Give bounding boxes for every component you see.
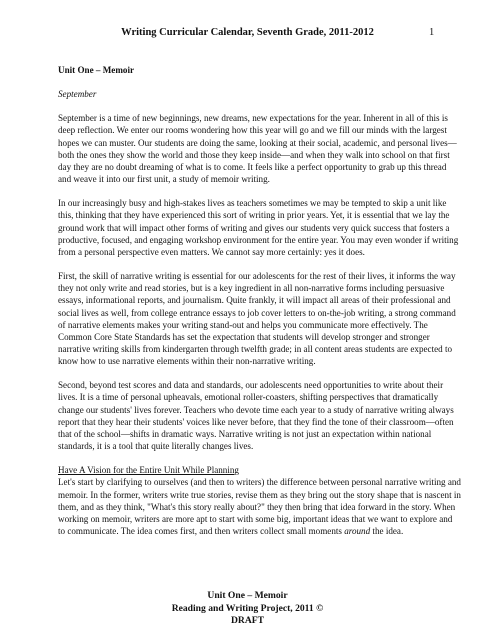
running-header xyxy=(0,27,495,38)
unit-title: Unit One – Memoir xyxy=(58,65,135,75)
section-text-end: the idea. xyxy=(370,526,404,536)
section-vision xyxy=(58,464,461,537)
paragraph-intro: September is a time of new beginnings, new dreams, new expectations for the year. Inherent in all of this is deep reflection. We enter our rooms wondering how this year will go and we fill our minds with the largest hopes we can muster. Our students are doing the same, looking at their social, academic, and personal lives—both the ones they show the world and those they keep inside—and when they walk into school on that first day they are no doubt dreaming of what is to come. It feels like a perfect opportunity to grab up this thread and weave it into our first unit, a study of memoir writing. xyxy=(58,113,457,185)
paragraph-busy-lives: In our increasingly busy and high-stakes lives as teachers sometimes we may be tempted to skip a unit like this, thinking that they have experienced this sort of writing in prior years. Yet, it is essential that we lay the ground work that will impact other forms of writing and gives our students very quick success that fosters a productive, focused, and engaging workshop environment for the entire year. You may even wonder if writing from a personal perspective even matters. We cannot say more certainly: yes it does. xyxy=(58,198,459,257)
header-title: Writing Curricular Calendar, Seventh Grade, 2011-2012 xyxy=(121,27,374,38)
footer-project: Reading and Writing Project, 2011 © xyxy=(171,602,324,614)
page-number: 1 xyxy=(429,27,435,38)
footer-draft: DRAFT xyxy=(230,615,265,626)
section-text: Let's start by clarifying to ourselves (and then to writers) the difference between personal narrative writing and memoir. In the former, writers write true stories, revise them as they bring out the story shape that is nascent in them, and as they think, "What's this story really about?" they then bring that idea forward in the story. When working on memoir, writers are more apt to start with some big, important ideas that we want to explore and to communicate. The idea comes first, and then writers collect small moments xyxy=(58,477,461,536)
paragraph-second-reason: Second, beyond test scores and data and standards, our adolescents need opportunities to write about their lives. It is a time of personal upheavals, emotional roller-coasters, shifting perspectives that dramatically change our students' lives forever. Teachers who devote time each year to a study of narrative writing always report that they hear their students' voices like never before, that they find the tone of their classroom—often that of the school—shifts in dramatic ways. Narrative writing is not just an expectation within national standards, it is a tool that quite literally changes lives. xyxy=(58,380,454,452)
paragraph-first-reason: First, the skill of narrative writing is essential for our adolescents for the rest of their lives, it informs the way they not only write and read stories, but is a key ingredient in all non-narrative forms including persuasive essays, informational reports, and journalism. Quite frankly, it will impact all areas of their professional and social lives as well, from college entrance essays to job cover letters to on-the-job writing, a strong command of narrative elements makes your writing stand-out and helps you communicate more effectively. The Common Core State Standards has set the expectation that students will develop stronger and stronger narrative writing skills from kindergarten through twelfth grade; in all content areas students are expected to know how to use narrative elements within their non-narrative writing. xyxy=(58,271,456,367)
month-heading: September xyxy=(58,89,97,100)
running-footer xyxy=(0,590,495,628)
section-heading: Have A Vision for the Entire Unit While Planning xyxy=(58,465,239,476)
footer-unit: Unit One – Memoir xyxy=(207,590,288,601)
document-body xyxy=(58,64,461,549)
section-emphasis: around xyxy=(344,526,371,536)
